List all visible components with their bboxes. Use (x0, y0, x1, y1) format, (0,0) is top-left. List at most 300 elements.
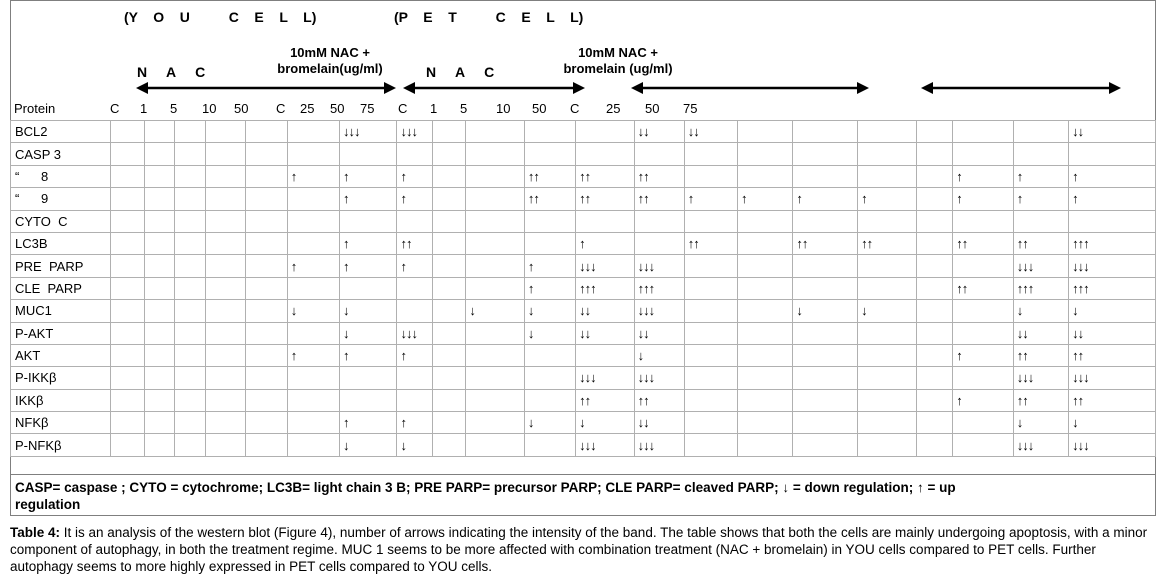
table-cell (174, 389, 205, 411)
table-cell (793, 434, 858, 456)
table-cell (206, 412, 246, 434)
table-cell (524, 210, 575, 232)
table-cell: ↓ (287, 300, 339, 322)
table-cell (634, 210, 684, 232)
table-cell (466, 121, 525, 143)
table-cell (432, 165, 465, 187)
table-cell (793, 165, 858, 187)
table-cell (916, 322, 953, 344)
table-cell (738, 210, 793, 232)
range-arrow-1 (136, 81, 396, 95)
table-cell (793, 277, 858, 299)
table-row (11, 121, 1156, 143)
table-cell (246, 210, 288, 232)
table-cell (916, 165, 953, 187)
table-cell: ↑↑↑ (1013, 277, 1068, 299)
table-cell (524, 367, 575, 389)
table-cell (432, 434, 465, 456)
table-cell (466, 322, 525, 344)
table-cell (246, 255, 288, 277)
table-cell (858, 322, 917, 344)
table-cell (466, 344, 525, 366)
table-cell (466, 389, 525, 411)
table-cell: ↑ (397, 344, 433, 366)
table-cell (144, 300, 174, 322)
protein-name: MUC1 (11, 300, 111, 322)
table-cell (246, 434, 288, 456)
table-cell (144, 210, 174, 232)
table-cell (953, 300, 1014, 322)
table-cell (246, 412, 288, 434)
table-cell (246, 188, 288, 210)
table-cell (246, 389, 288, 411)
table-cell (206, 232, 246, 254)
table-cell: ↑ (953, 344, 1014, 366)
table-cell: ↑↑ (793, 232, 858, 254)
table-cell (576, 121, 635, 143)
table-cell: ↑↑ (1069, 344, 1156, 366)
table-cell (916, 344, 953, 366)
table-cell: ↑↑ (953, 277, 1014, 299)
table-row (11, 344, 1156, 366)
table-cell (340, 277, 397, 299)
table-cell: ↓ (1069, 412, 1156, 434)
table-cell: ↓↓ (1069, 322, 1156, 344)
table-cell: ↑ (397, 188, 433, 210)
dose-label: 10 (496, 101, 511, 116)
table-row (11, 300, 1156, 322)
table-cell (206, 188, 246, 210)
table-cell: ↑↑ (1013, 232, 1068, 254)
table-cell: ↓↓↓ (1013, 367, 1068, 389)
table-row (11, 143, 1156, 165)
table-cell: ↑↑ (576, 165, 635, 187)
table-cell (738, 412, 793, 434)
table-cell (793, 367, 858, 389)
table-cell (174, 322, 205, 344)
table-cell: ↓ (340, 300, 397, 322)
you-cell-header: (Y O U C E L L) (124, 9, 317, 25)
table-cell: ↑ (340, 188, 397, 210)
table-cell (174, 434, 205, 456)
table-cell (111, 322, 144, 344)
table-cell (858, 165, 917, 187)
table-cell (432, 255, 465, 277)
table-cell (684, 367, 737, 389)
combo-group-line2: bromelain(ug/ml) (277, 61, 383, 76)
table-cell (953, 255, 1014, 277)
table-row (11, 255, 1156, 277)
table-cell (684, 143, 737, 165)
table-cell (287, 143, 339, 165)
table-cell: ↑ (1013, 188, 1068, 210)
table-cell (738, 322, 793, 344)
table-cell (144, 121, 174, 143)
table-cell: ↑ (1069, 188, 1156, 210)
table-cell: ↑ (576, 232, 635, 254)
dose-label: 25 (300, 101, 315, 116)
table-cell (738, 367, 793, 389)
table-cell (144, 188, 174, 210)
table-cell (432, 210, 465, 232)
table-cell (916, 277, 953, 299)
table-row (11, 188, 1156, 210)
table-cell: ↑↑ (576, 389, 635, 411)
dose-label: 5 (170, 101, 178, 116)
table-cell (111, 389, 144, 411)
table-cell: ↓↓↓ (397, 322, 433, 344)
table-cell (793, 344, 858, 366)
table-cell: ↑↑ (576, 188, 635, 210)
table-cell (466, 232, 525, 254)
table-cell (432, 121, 465, 143)
caption-label: Table 4: (10, 525, 61, 540)
range-arrow-3 (631, 81, 869, 95)
table-cell (858, 255, 917, 277)
table-cell: ↑↑ (634, 389, 684, 411)
table-cell (174, 143, 205, 165)
dose-label: 25 (606, 101, 621, 116)
legend-line-1: CASP= caspase ; CYTO = cytochrome; LC3B= light chain 3 B; PRE PARP= precursor PARP; CLE PARP= cleaved PARP; ↓ = down regulation; ↑ = up (15, 480, 956, 495)
table-cell (524, 121, 575, 143)
table-cell (738, 121, 793, 143)
table-row (11, 322, 1156, 344)
table-cell (287, 121, 339, 143)
table-cell: ↓ (340, 322, 397, 344)
range-arrow-4 (921, 81, 1121, 95)
table-cell (206, 210, 246, 232)
dose-label: 50 (234, 101, 249, 116)
table-cell: ↑ (1013, 165, 1068, 187)
table-row (11, 367, 1156, 389)
table-cell: ↓↓ (684, 121, 737, 143)
table-cell (111, 121, 144, 143)
table-cell: ↑↑ (634, 188, 684, 210)
table-cell: ↓ (524, 412, 575, 434)
table-cell (1069, 210, 1156, 232)
table-cell (916, 389, 953, 411)
table-cell: ↓↓ (634, 412, 684, 434)
table-cell (634, 143, 684, 165)
table-cell: ↓↓↓ (634, 367, 684, 389)
table-cell (111, 344, 144, 366)
protein-name: LC3B (11, 232, 111, 254)
table-cell: ↓ (524, 300, 575, 322)
table-cell (206, 344, 246, 366)
table-cell (111, 232, 144, 254)
table-cell (144, 277, 174, 299)
table-cell (246, 344, 288, 366)
table-cell (1069, 143, 1156, 165)
table-cell (793, 389, 858, 411)
table-cell: ↑ (287, 344, 339, 366)
table-cell (206, 277, 246, 299)
table-cell: ↓ (397, 434, 433, 456)
table-cell: ↓ (1013, 300, 1068, 322)
table-cell: ↓ (634, 344, 684, 366)
table-cell (858, 277, 917, 299)
table-cell (466, 367, 525, 389)
table-cell (432, 367, 465, 389)
dose-label: 1 (140, 101, 148, 116)
table-cell (397, 389, 433, 411)
table-cell (916, 188, 953, 210)
caption-text: It is an analysis of the western blot (Figure 4), number of arrows indicating the intensity of the band. The table shows that both the cells are mainly undergoing apoptosis, with a minor component of autophagy, in both the treatment regime. MUC 1 seems to be more affected with combination treatment (NAC + bromelain) in YOU cells compared to PET cells. Further autophagy seems to more highly expressed in PET cells compared to YOU cells. (10, 525, 1148, 574)
table-cell: ↑ (340, 232, 397, 254)
table-cell (206, 143, 246, 165)
table-cell (684, 434, 737, 456)
table-cell (953, 367, 1014, 389)
table-cell (111, 188, 144, 210)
table-cell (206, 165, 246, 187)
table-cell (111, 300, 144, 322)
table-cell (287, 434, 339, 456)
table-cell: ↑ (397, 412, 433, 434)
protein-name: CYTO C (11, 210, 111, 232)
table-cell (206, 434, 246, 456)
protein-name: P-AKT (11, 322, 111, 344)
table-cell (174, 277, 205, 299)
table-cell (916, 367, 953, 389)
table-cell (174, 344, 205, 366)
table-cell (397, 367, 433, 389)
table-cell: ↑↑ (1013, 344, 1068, 366)
range-arrow-2 (403, 81, 585, 95)
table-cell (738, 143, 793, 165)
table-cell (287, 188, 339, 210)
table-cell: ↓↓↓ (1069, 434, 1156, 456)
table-cell (684, 322, 737, 344)
table-cell (144, 322, 174, 344)
table-cell: ↑↑↑ (1069, 277, 1156, 299)
dose-label: C (398, 101, 408, 116)
table-row (11, 165, 1156, 187)
table-cell (246, 121, 288, 143)
table-cell (1013, 210, 1068, 232)
table-cell: ↑ (397, 165, 433, 187)
table-cell: ↑ (684, 188, 737, 210)
table-cell (793, 143, 858, 165)
table-cell (916, 121, 953, 143)
table-cell (684, 344, 737, 366)
protein-name: “ 9 (11, 188, 111, 210)
table-cell (174, 232, 205, 254)
table-cell (432, 300, 465, 322)
table-cell (466, 210, 525, 232)
combo-group-label-you (262, 45, 398, 77)
combo-group-label-pet (548, 45, 688, 77)
table-cell (466, 143, 525, 165)
table-cell (466, 412, 525, 434)
dose-label: 75 (360, 101, 375, 116)
protein-column-label: Protein (14, 101, 56, 116)
table-cell: ↓ (466, 300, 525, 322)
table-cell (287, 322, 339, 344)
table-row (11, 389, 1156, 411)
table-cell (246, 367, 288, 389)
table-cell: ↓↓↓ (1013, 434, 1068, 456)
table-cell (397, 300, 433, 322)
nac-group-label-you: N A C (137, 64, 206, 80)
table-cell: ↑↑↑ (1069, 232, 1156, 254)
table-cell (858, 434, 917, 456)
table-cell (953, 210, 1014, 232)
table-cell (111, 165, 144, 187)
table-cell (144, 165, 174, 187)
table-cell (206, 389, 246, 411)
table-cell: ↓↓↓ (634, 434, 684, 456)
combo-group-line1-pet: 10mM NAC + (578, 45, 658, 60)
table-cell: ↓ (576, 412, 635, 434)
table-cell (738, 434, 793, 456)
table-cell: ↑↑ (524, 188, 575, 210)
table-cell (287, 210, 339, 232)
table-cell (287, 232, 339, 254)
table-cell (953, 434, 1014, 456)
table-cell (246, 165, 288, 187)
table-cell (246, 143, 288, 165)
table-cell: ↓↓↓ (576, 367, 635, 389)
table-row (11, 232, 1156, 254)
table-cell (144, 389, 174, 411)
table-cell (524, 143, 575, 165)
table-cell (738, 277, 793, 299)
dose-label: 5 (460, 101, 468, 116)
table-cell (524, 434, 575, 456)
table-cell (432, 232, 465, 254)
table-cell: ↑↑ (634, 165, 684, 187)
table-cell: ↑↑↑ (576, 277, 635, 299)
protein-name: AKT (11, 344, 111, 366)
table-cell (287, 277, 339, 299)
table-cell (684, 412, 737, 434)
table-cell: ↑↑↑ (634, 277, 684, 299)
table-cell: ↑ (953, 188, 1014, 210)
table-cell (466, 434, 525, 456)
table-cell (174, 188, 205, 210)
table-cell: ↑ (524, 277, 575, 299)
table-cell (246, 277, 288, 299)
table-cell (397, 210, 433, 232)
table-cell: ↓↓↓ (634, 255, 684, 277)
table-cell: ↑ (1069, 165, 1156, 187)
table-cell: ↑↑ (858, 232, 917, 254)
table-cell (466, 277, 525, 299)
table-cell (684, 255, 737, 277)
table-cell (916, 434, 953, 456)
table-cell (144, 412, 174, 434)
table-cell: ↑ (953, 389, 1014, 411)
table-cell (206, 121, 246, 143)
table-cell: ↑ (953, 165, 1014, 187)
table-cell (793, 255, 858, 277)
table-cell: ↓↓ (576, 300, 635, 322)
table-cell (111, 255, 144, 277)
table-cell (466, 165, 525, 187)
table-cell: ↓ (524, 322, 575, 344)
table-cell: ↓↓↓ (1069, 255, 1156, 277)
protein-name: CLE PARP (11, 277, 111, 299)
table-cell (916, 255, 953, 277)
dose-label: C (570, 101, 580, 116)
table-cell: ↑ (738, 188, 793, 210)
table-cell (916, 412, 953, 434)
table-cell (206, 322, 246, 344)
table-cell: ↓↓↓ (1069, 367, 1156, 389)
table-cell: ↑↑ (397, 232, 433, 254)
table-cell (916, 210, 953, 232)
table-cell (738, 344, 793, 366)
table-cell (524, 389, 575, 411)
table-cell (738, 255, 793, 277)
table-caption (10, 524, 1156, 575)
table-cell (684, 210, 737, 232)
table-cell (432, 143, 465, 165)
legend-line-2: regulation (15, 497, 81, 512)
dose-label: 50 (330, 101, 345, 116)
table-cell: ↑ (858, 188, 917, 210)
table-cell (858, 210, 917, 232)
table-cell (524, 232, 575, 254)
table-cell (684, 300, 737, 322)
table-cell: ↓↓↓ (576, 255, 635, 277)
dose-label: 10 (202, 101, 217, 116)
table-cell (111, 143, 144, 165)
table-cell: ↑↑ (1069, 389, 1156, 411)
table-cell (1013, 121, 1068, 143)
table-cell (524, 344, 575, 366)
table-cell (174, 210, 205, 232)
table-cell (576, 210, 635, 232)
table-cell (340, 143, 397, 165)
table-cell (174, 255, 205, 277)
table-cell (111, 434, 144, 456)
table-cell: ↓ (1069, 300, 1156, 322)
table-cell (738, 389, 793, 411)
table-cell (684, 165, 737, 187)
dose-label: 50 (645, 101, 660, 116)
protein-name: NFKβ (11, 412, 111, 434)
protein-name: PRE PARP (11, 255, 111, 277)
table-cell: ↓↓↓ (634, 300, 684, 322)
table-cell (287, 389, 339, 411)
table-cell (287, 367, 339, 389)
dose-label: 1 (430, 101, 438, 116)
table-cell (397, 277, 433, 299)
table-cell (684, 277, 737, 299)
protein-name: P-IKKβ (11, 367, 111, 389)
table-cell: ↑ (340, 344, 397, 366)
table-cell (111, 412, 144, 434)
table-cell (432, 277, 465, 299)
table-cell (432, 344, 465, 366)
pet-cell-header: (P E T C E L L) (394, 9, 584, 25)
table-cell (858, 412, 917, 434)
table-cell (287, 412, 339, 434)
table-cell (144, 434, 174, 456)
table-cell (916, 232, 953, 254)
table-cell (738, 165, 793, 187)
table-cell (432, 389, 465, 411)
table-cell (1013, 143, 1068, 165)
table-cell: ↓↓↓ (576, 434, 635, 456)
table-cell (858, 344, 917, 366)
table-cell (340, 367, 397, 389)
table-cell (111, 277, 144, 299)
table-cell (858, 389, 917, 411)
table-cell: ↑ (287, 255, 339, 277)
table-cell: ↑ (793, 188, 858, 210)
